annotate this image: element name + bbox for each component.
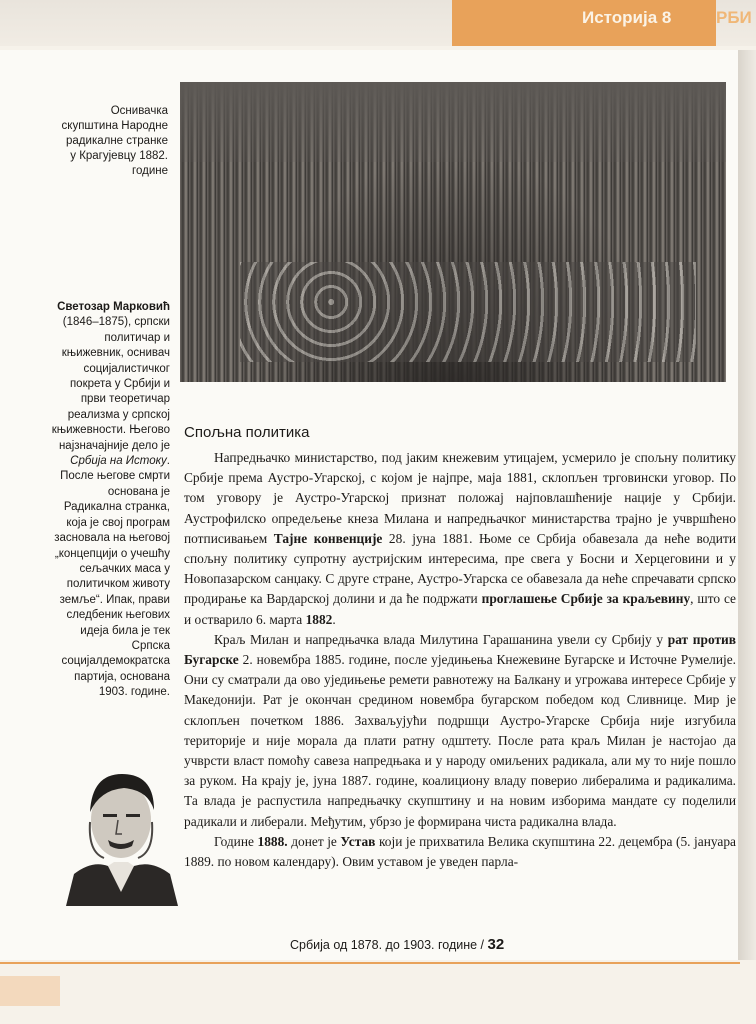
paragraph-2 bbox=[184, 630, 736, 832]
p2-bold-war: рат против Бугарске bbox=[184, 631, 736, 668]
bio-text-2: . После његове смрти основана је Радикална странка, која је свој програм засновала на његовој „концепцији о учешћу сељачких маса у политичком животу земље“. Ипак, прави следбеник његових идеја била је тек Српска социјалдемократска партија, основана 1903. године. bbox=[54, 455, 170, 699]
footer-rule bbox=[0, 962, 740, 964]
p1-text-a: Напредњачко министарство, под јаким кнежевим утицајем, усмерило је спољну политику Србије према Аустро-Угарској, с којом је најпре, маја 1881, склопљен трговински уговор. По том уговору је Аустро-Угарској признат положај најповлашћеније нације у Србији. Аустрофилско опредељење кнеза Милана и напредњачког министарства трајно је учвршћено потписивањем bbox=[184, 450, 736, 546]
page-number: 32 bbox=[487, 936, 505, 953]
header-extra: РБИ bbox=[716, 8, 752, 27]
bio-work: Србија на Истоку bbox=[70, 455, 167, 468]
body-text bbox=[184, 448, 736, 872]
page-footer bbox=[290, 936, 504, 953]
p3-bold-year: 1888. bbox=[257, 833, 288, 849]
p2-text-c: 2. новембра 1885. године, после уједињења Кнежевине Бугарске и Источне Румелије. Они су сматрали да ово уједињење ремети равнотежу на Балкану и угрожава интересе Србије у Македонији. Рат је окончан средином новембра бугарском победом код Сливнице. Мир је склопљен почетком 1886. Захваљујући подршци Аустро-Угарске Србија није изгубила територије и није морала да плати ратну одштету. После рата краљ Милан је настојао да учврсти власт помоћу савеза напредњака и у народу омиљених радикала, али му то није пошло за руком. На крају је, јуна 1887. године, коалициону владу поверио либералима и радикалима. Та влада је распустила напредњачку скупштину и на новим изборима мандате су поделили радикали и либерали. Међутим, убрзо је формирана чиста радикална влада. bbox=[184, 652, 736, 829]
markovic-portrait bbox=[62, 762, 180, 906]
p3-text-e: који је прихватила Велика скупштина 22. децембра (5. јануара 1889. по новом календару). Овим уставом је уведен парла- bbox=[184, 833, 736, 870]
header-title: Историја 8 bbox=[582, 8, 672, 27]
p3-bold-constitution: Устав bbox=[340, 833, 376, 849]
paragraph-3 bbox=[184, 832, 736, 872]
section-title: Спољна политика bbox=[184, 424, 310, 441]
p2-text-a: Краљ Милан и напредњачка влада Милутина Гарашанина увели су Србију у bbox=[214, 631, 668, 647]
paragraph-1 bbox=[184, 448, 736, 630]
next-page-edge bbox=[738, 50, 756, 960]
footer-text: Србија од 1878. до 1903. године / bbox=[290, 938, 488, 952]
p1-bold-kingdom: проглашење Србије за краљевину bbox=[481, 591, 691, 607]
corner-mark bbox=[0, 976, 60, 1006]
photo-caption: Оснивачка скупштина Народне радикалне странке у Крагујевцу 1882. године bbox=[61, 105, 168, 177]
bio-text-1: (1846–1875), српски политичар и књижевник, оснивач социјалистичког покрета у Србији и први теоретичар реализма у српској књижевности. Његово најзначајније дело је bbox=[51, 316, 170, 452]
bio-name: Светозар Марковић bbox=[57, 301, 170, 313]
p3-text-c: донет је bbox=[287, 833, 341, 849]
p1-bold-secret-convention: Тајне конвенције bbox=[273, 530, 383, 546]
p1-bold-year: 1882 bbox=[305, 611, 333, 627]
p1-text-e: , што се и остварило 6. марта bbox=[184, 591, 736, 627]
p3-text-a: Године bbox=[214, 833, 258, 849]
markovic-bio bbox=[50, 300, 170, 701]
p1-text-c: 28. јуна 1881. Њоме се Србија обавезала да неће водити спољну политику супротну аустријским интересима, пре свега у Босни и Херцеговини и у Новопазарском санџаку. С друге стране, Аустро-Угарска се обавезала да неће спречавати српско продирање ка Вардарској долини и да ће подржати bbox=[184, 530, 736, 607]
assembly-photo bbox=[180, 82, 726, 382]
p1-text-g: . bbox=[332, 611, 336, 627]
